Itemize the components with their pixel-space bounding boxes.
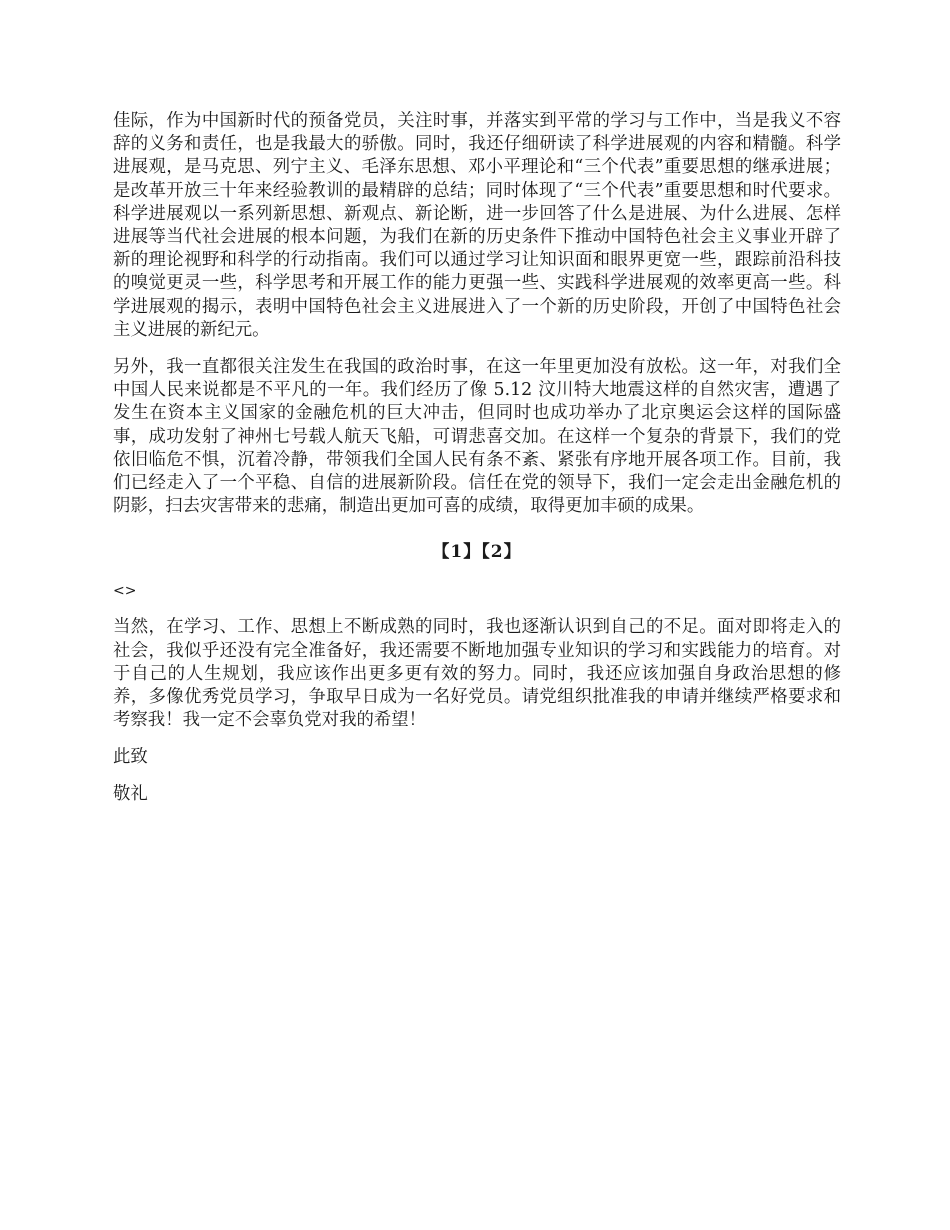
paragraph-1: 佳际，作为中国新时代的预备党员，关注时事，并落实到平常的学习与工作中，当是我义不容辞的义务和责任，也是我最大的骄傲。同时，我还仔细研读了科学进展观的内容和精髓。科学进展观，是马克思、列宁主义、毛泽东思想、邓小平理论和“三个代表”重要思想的继承进展；是改革开放三十年来经验教训的最精辟的总结；同时体现了“三个代表”重要思想和时代要求。科学进展观以一系列新思想、新观点、新论断，进一步回答了什么是进展、为什么进展、怎样进展等当代社会进展的根本问题，为我们在新的历史条件下推动中国特色社会主义事业开辟了新的理论视野和科学的行动指南。我们可以通过学习让知识面和眼界更宽一些，跟踪前沿科技的嗅觉更灵一些，科学思考和开展工作的能力更强一些、实践科学进展观的效率更高一些。科学进展观的揭示，表明中国特色社会主义进展进入了一个新的历史阶段，开创了中国特色社会主义进展的新纪元。	[113, 111, 841, 340]
page-link-2[interactable]: 【2】	[481, 542, 522, 563]
nav-marker[interactable]: <>	[113, 583, 137, 600]
closing-salutation-1: 此致	[113, 747, 148, 768]
paragraph-3: 当然，在学习、工作、思想上不断成熟的同时，我也逐渐认识到自己的不足。面对即将走入的社会，我似乎还没有完全准备好，我还需要不断地加强专业知识的学习和实践能力的培育。对于自己的人生规划，我应该作出更多更有效的努力。同时，我还应该加强自身政治思想的修养，多像优秀党员学习，争取早日成为一名好党员。请党组织批准我的申请并继续严格要求和考察我！我一定不会辜负党对我的希望！	[113, 617, 841, 731]
paragraph-2: 另外，我一直都很关注发生在我国的政治时事，在这一年里更加没有放松。这一年，对我们全中国人民来说都是不平凡的一年。我们经历了像 5.12 汶川特大地震这样的自然灾害，遭遇了发生在资本主义国家的金融危机的巨大冲击，但同时也成功举办了北京奥运会这样的国际盛事，成功发射了神州七号载人航天飞船，可谓悲喜交加。在这样一个复杂的背景下，我们的党依旧临危不惧，沉着冷静，带领我们全国人民有条不紊、紧张有序地开展各项工作。目前，我们已经走入了一个平稳、自信的进展新阶段。信任在党的领导下，我们一定会走出金融危机的阴影，扫去灾害带来的悲痛，制造出更加可喜的成绩，取得更加丰硕的成果。	[113, 357, 841, 517]
page-link-1[interactable]: 【1】	[432, 542, 482, 563]
pagination	[113, 540, 841, 564]
closing-salutation-2: 敬礼	[113, 784, 148, 805]
document-page	[113, 110, 841, 820]
